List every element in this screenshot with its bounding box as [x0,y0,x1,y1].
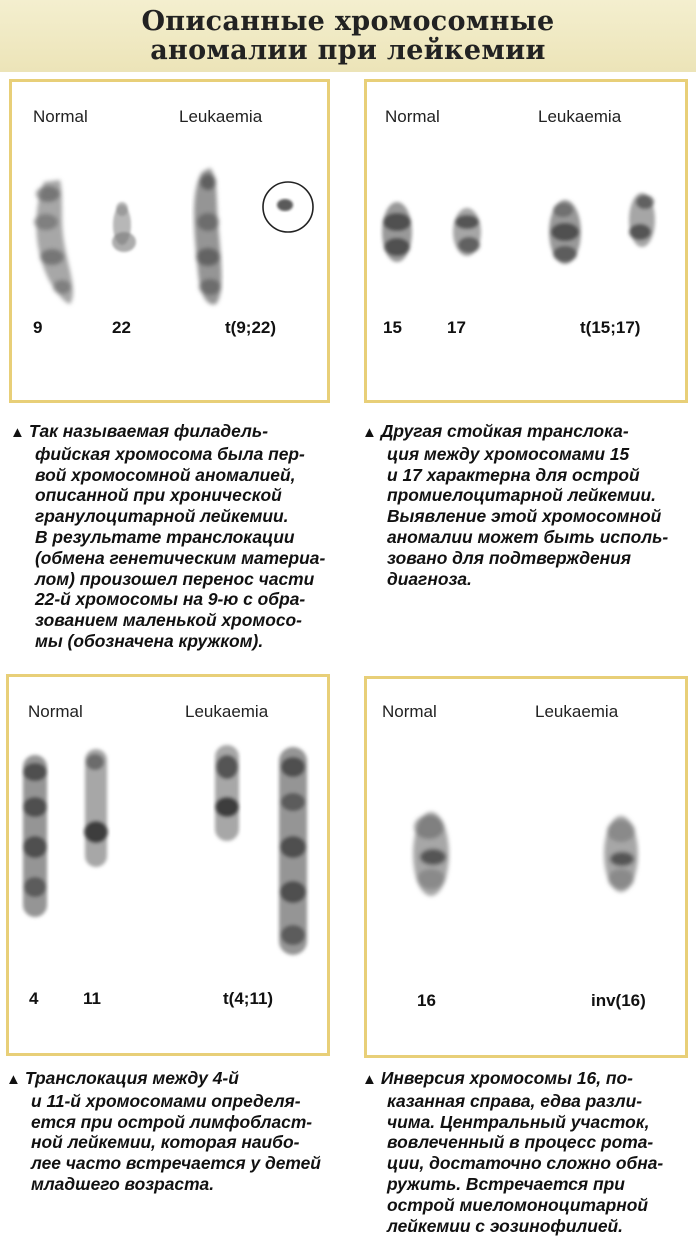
chromosome-number-16: 16 [417,991,436,1010]
page-title-line-2: аномалии при лейкемии [150,35,546,66]
triangle-marker-icon: ▲ [10,424,25,441]
caption-line: вовлеченный в процесс рота- [387,1132,654,1153]
chromosome-der4 [215,745,239,841]
caption-line: описанной при хронической [35,485,282,506]
caption-line: ции, достаточно сложно обна- [387,1153,664,1174]
chromosome-number-4: 4 [29,989,39,1008]
chromosome-17 [453,208,481,256]
label-normal: Normal [28,702,83,721]
caption-line: (обмена генетическим материа- [35,547,326,568]
caption-line: ция между хромосомами 15 [387,443,630,464]
philadelphia-chromosome [277,199,293,211]
label-leukaemia: Leukaemia [179,107,263,126]
caption-line: чима. Центральный участок, [387,1111,650,1132]
caption-line: и 17 характерна для острой [387,464,640,485]
caption-line: мы (обозначена кружком). [35,630,264,651]
caption-line: вой хромосомной аномалией, [35,464,296,485]
chromosome-der11 [279,747,307,955]
caption-line: лом) произошел перенос части [35,568,315,589]
caption-line: ружить. Встречается при [387,1173,625,1194]
title-banner [0,0,696,72]
chromosome-image-t15-17 [367,82,685,400]
label-leukaemia: Leukaemia [185,702,269,721]
caption-line: аномалии может быть исполь- [387,526,669,547]
caption-line: гранулоцитарной лейкемии. [35,506,289,527]
caption-line: 22-й хромосомы на 9-ю с обра- [35,589,306,610]
caption-line: ется при острой лимфобласт- [31,1111,313,1132]
chromosome-number-9: 9 [33,318,43,337]
chromosome-der9 [194,168,222,305]
caption-line: фийская хромосома была пер- [35,443,305,464]
chromosome-image-t4-11 [9,677,327,1053]
page-title-line-1: Описанные хромосомные [141,6,555,37]
caption-inv16 [362,1068,692,1236]
translocation-label: t(4;11) [223,989,274,1008]
panel-inv16 [364,676,688,1058]
panel-t15-17 [364,79,688,403]
caption-line: Транслокация между 4-й [24,1068,239,1088]
chromosome-4 [23,755,47,917]
caption-line: лейкемии с эозинофилией. [387,1215,624,1236]
inversion-label: inv(16) [591,991,646,1010]
label-normal: Normal [33,107,88,126]
caption-line: ной лейкемии, которая наибо- [31,1132,300,1153]
chromosome-image-t9-22 [12,82,327,400]
caption-line: диагноза. [387,568,472,589]
caption-line: Так называемая филадель- [28,421,268,441]
triangle-marker-icon: ▲ [362,1071,377,1088]
chromosome-der17 [629,193,655,247]
caption-line: лее часто встречается у детей [31,1153,321,1174]
caption-t15-17 [362,421,692,589]
caption-t9-22 [10,421,340,652]
caption-line: промиелоцитарной лейкемии. [387,485,656,506]
chromosome-number-17: 17 [447,318,466,337]
label-normal: Normal [385,107,440,126]
chromosome-der15 [549,200,581,264]
caption-line: Другая стойкая транслока- [380,421,629,441]
translocation-label: t(9;22) [225,318,277,337]
caption-line: младшего возраста. [31,1173,215,1194]
caption-line: зованием маленькой хромосо- [35,610,302,631]
translocation-label: t(15;17) [580,318,641,337]
chromosome-number-15: 15 [383,318,402,337]
chromosome-11 [84,749,108,867]
caption-line: зовано для подтверждения [387,547,632,568]
triangle-marker-icon: ▲ [6,1071,21,1088]
chromosome-number-22: 22 [112,318,131,337]
label-leukaemia: Leukaemia [535,702,619,721]
chromosome-16 [413,812,449,896]
caption-t4-11 [6,1068,346,1195]
triangle-marker-icon: ▲ [362,424,377,441]
label-leukaemia: Leukaemia [538,107,622,126]
caption-line: В результате транслокации [35,526,295,547]
panel-t9-22 [9,79,330,403]
panel-t4-11 [6,674,330,1056]
caption-line: острой миеломоноцитарной [387,1194,649,1215]
chromosome-15 [382,202,412,262]
caption-line: казанная справа, едва разли- [387,1090,643,1111]
chromosome-22 [112,202,136,252]
page-title [0,7,696,65]
label-normal: Normal [382,702,437,721]
caption-line: Инверсия хромосомы 16, по- [380,1068,633,1088]
caption-line: Выявление этой хромосомной [387,506,662,527]
chromosome-inv16 [604,816,638,892]
chromosome-9 [34,180,73,304]
chromosome-number-11: 11 [83,989,101,1008]
caption-line: и 11-й хромосомами определя- [31,1090,301,1111]
